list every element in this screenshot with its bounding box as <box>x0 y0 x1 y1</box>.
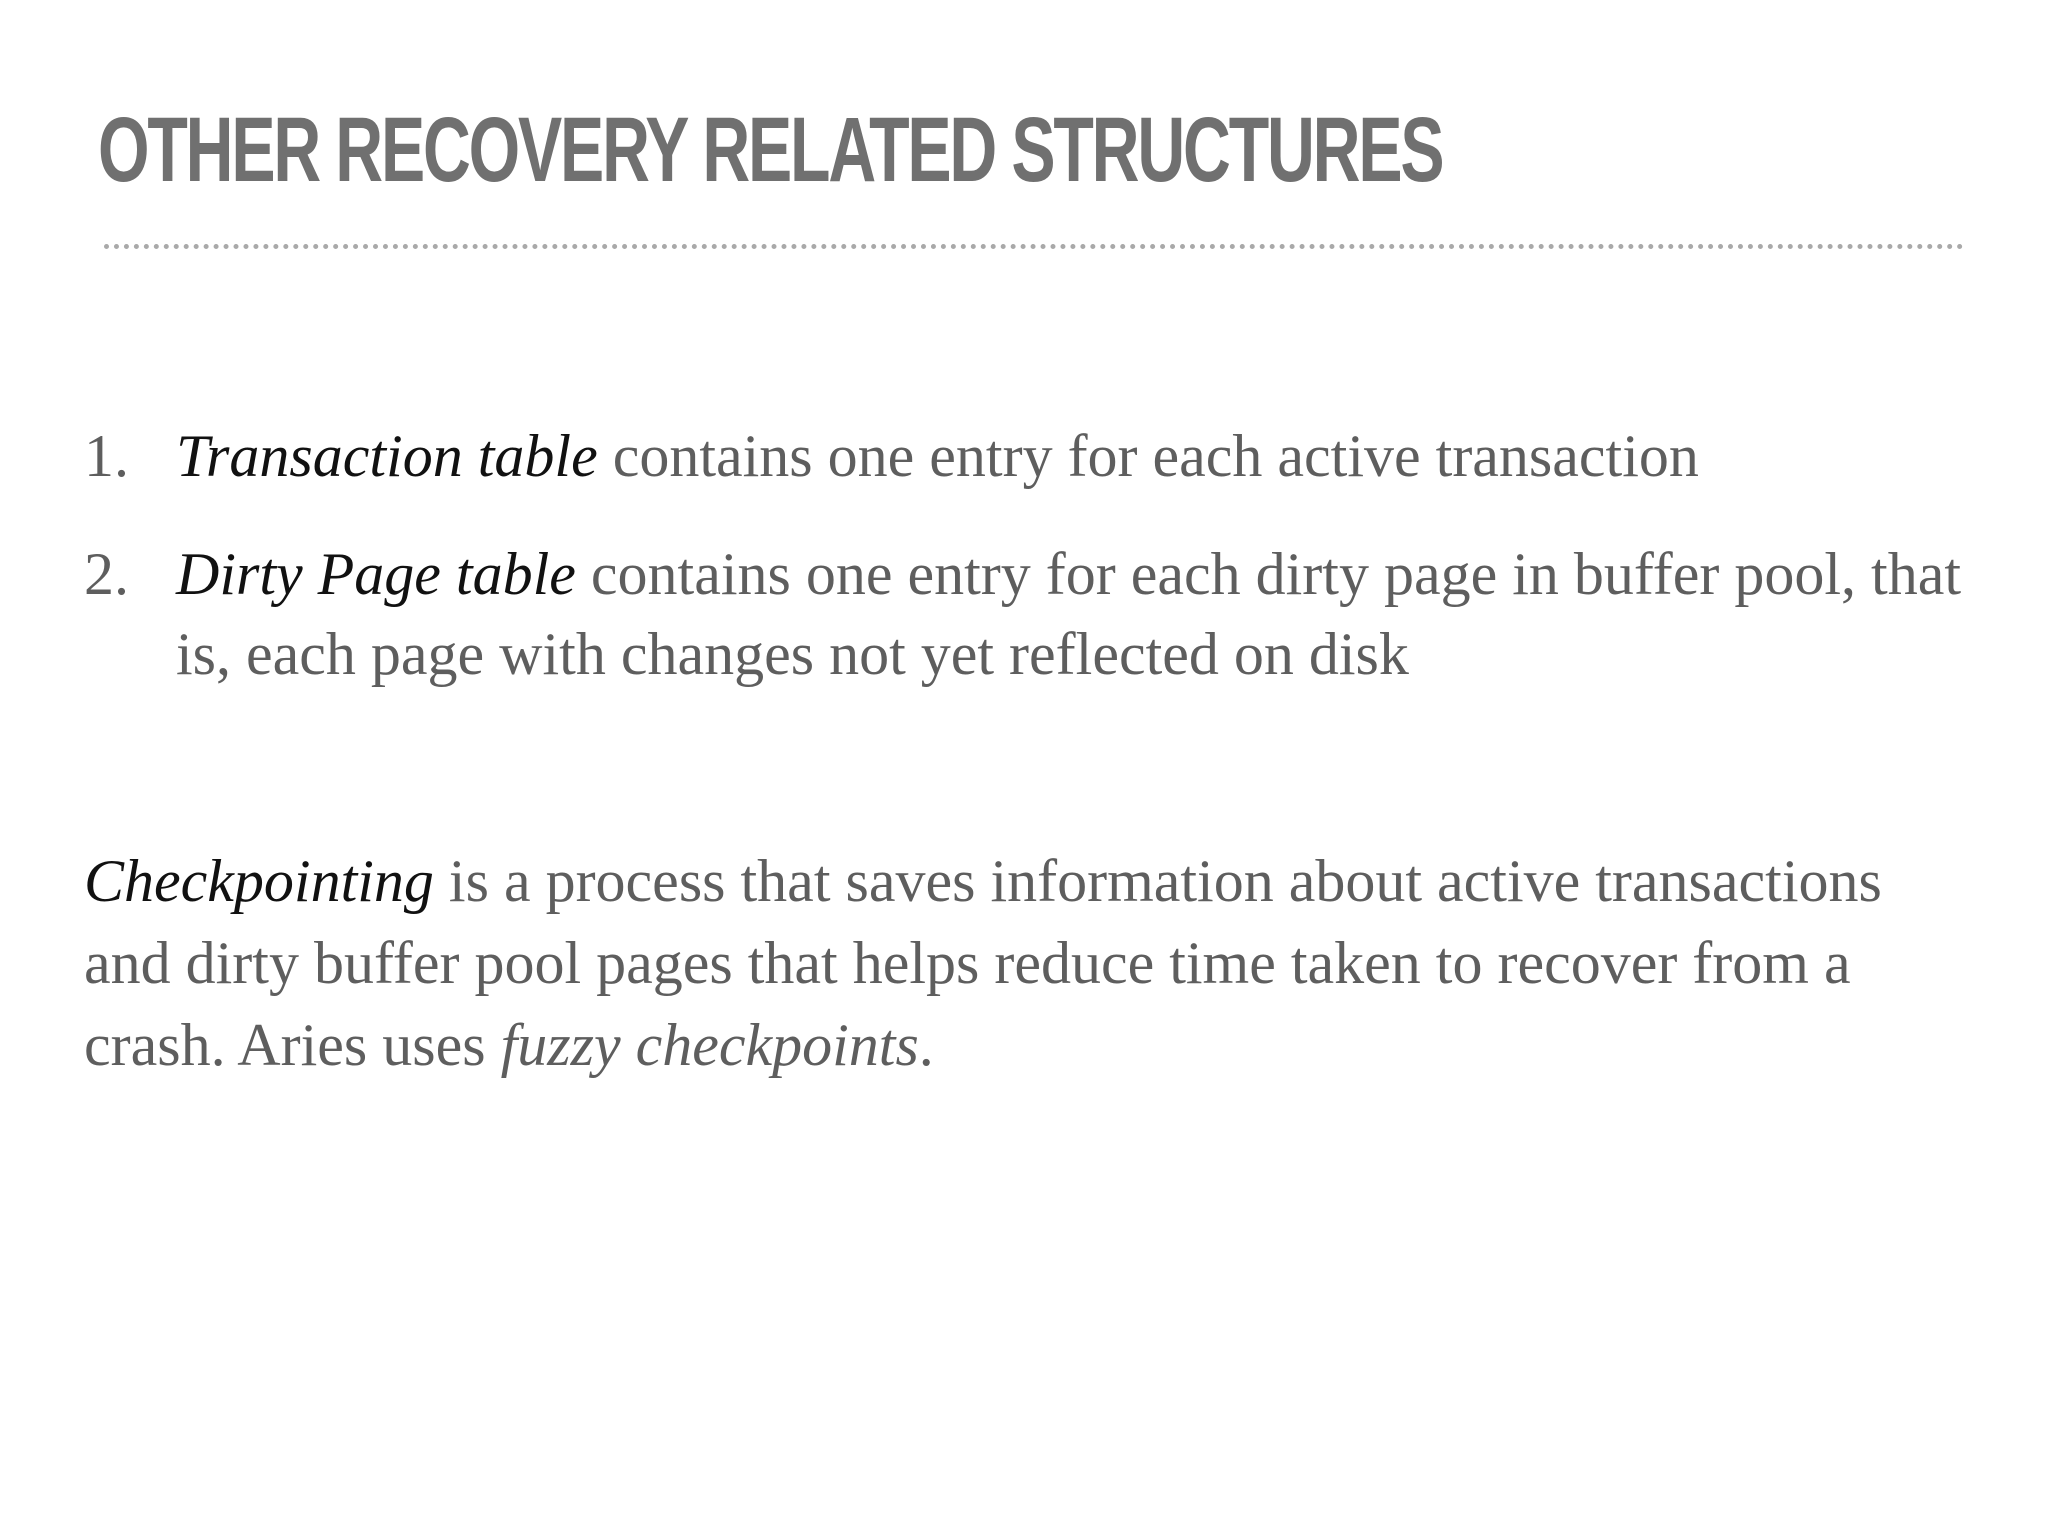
checkpointing-paragraph <box>84 840 1974 1086</box>
list-term: Transaction table <box>176 423 598 489</box>
list-text: contains one entry for each dirty page in buffer pool, that is, each page with changes not yet reflected on disk <box>176 541 1962 687</box>
list-item-dirty-page-table <box>84 534 1974 694</box>
paragraph-end: . <box>918 1012 934 1078</box>
paragraph-term: Checkpointing <box>84 848 434 914</box>
slide-title: OTHER RECOVERY RELATED STRUCTURES <box>98 99 1443 201</box>
list-term: Dirty Page table <box>176 541 576 607</box>
paragraph-emphasis: fuzzy checkpoints <box>500 1012 919 1078</box>
list-text: contains one entry for each active transaction <box>597 423 1699 489</box>
structures-list <box>84 416 1974 732</box>
list-item-transaction-table <box>84 416 1974 496</box>
list-number: 2. <box>84 541 129 607</box>
paragraph-text: is a process that saves information about active transactions and dirty buffer pool pages that helps reduce time taken to recover from a crash. Aries uses <box>84 848 1882 1078</box>
list-number: 1. <box>84 423 129 489</box>
title-divider <box>104 244 1964 249</box>
